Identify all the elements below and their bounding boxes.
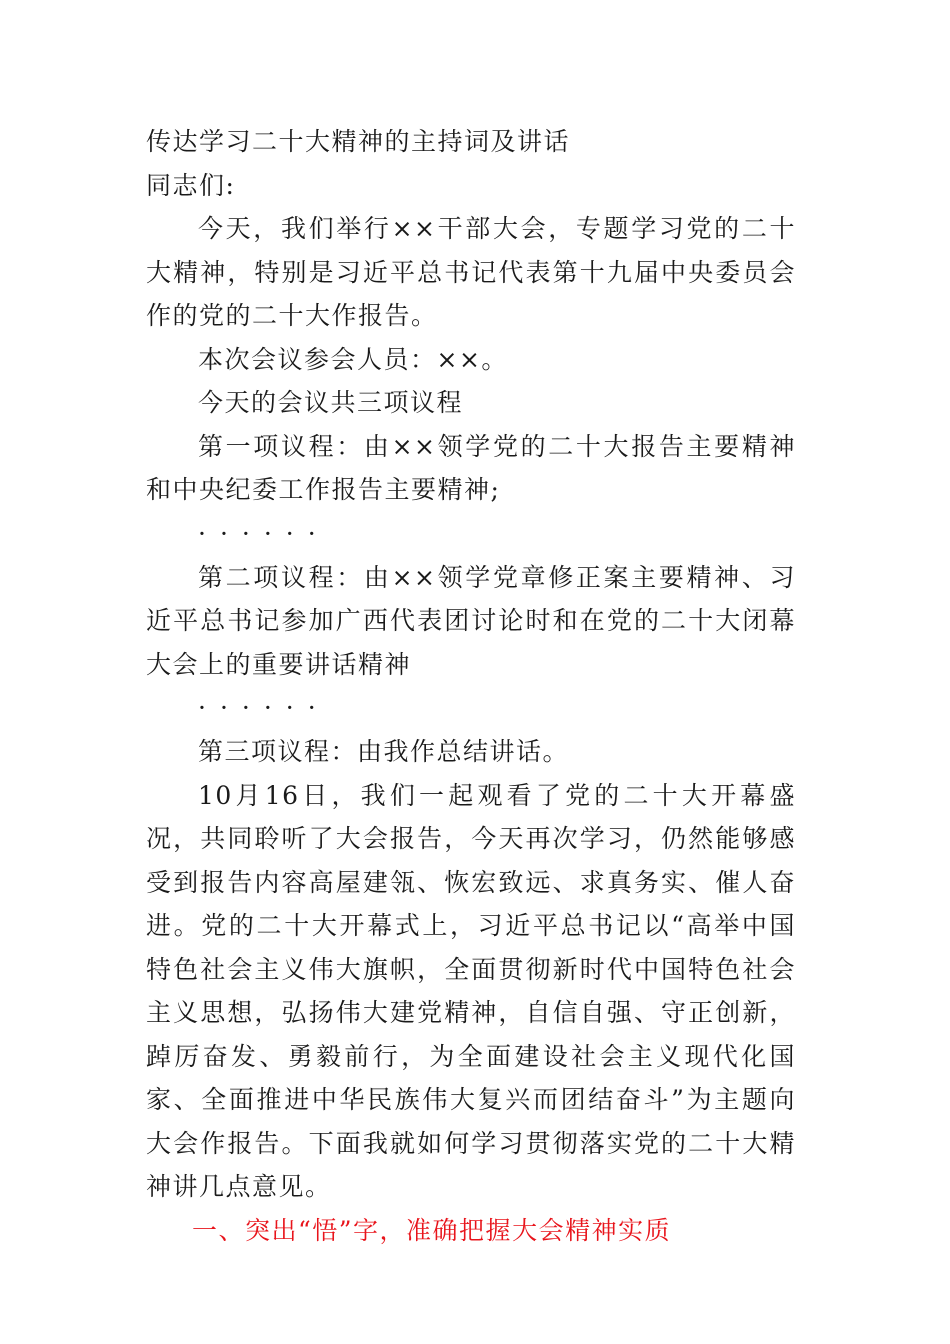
salutation: 同志们: [146,170,236,200]
paragraph-agenda-item-2: 第二项议程：由××领学党章修正案主要精神、习近平总书记参加广西代表团讨论时和在党的二十大闭幕大会上的重要讲话精神 [146,562,796,679]
paragraph-agenda-intro: 今天的会议共三项议程 [198,388,464,417]
ellipsis-2: ······ [198,693,330,722]
ellipsis-1: ······ [198,518,330,548]
paragraph-attendees: 本次会议参会人员：××。 [198,344,508,374]
paragraph-agenda-item-1: 第一项议程：由××领学党的二十大报告主要精神和中央纪委工作报告主要精神; [146,431,796,504]
paragraph-opening: 今天，我们举行××干部大会，专题学习党的二十大精神，特别是习近平总书记代表第十九届中央委员会作的党的二十大作报告。 [146,214,796,330]
paragraph-main-speech: 10月16日，我们一起观看了党的二十大开幕盛况，共同聆听了大会报告，今天再次学习，仍然能够感受到报告内容高屋建瓴、恢宏致远、求真务实、催人奋进。党的二十大开幕式上，习近平总书记以“高举中国特色社会主义伟大旗帜，全面贯彻新时代中国特色社会主义思想，弘扬伟大建党精神，自信自强、守正创新，踔厉奋发、勇毅前行，为全面建设社会主义现代化国家、全面推进中华民族伟大复兴而团结奋斗”为主题向大会作报告。下面我就如何学习贯彻落实党的二十大精神讲几点意见。 [146,780,796,1201]
paragraph-agenda-item-3: 第三项议程：由我作总结讲话。 [198,737,570,766]
document-title: 传达学习二十大精神的主持词及讲话 [146,127,571,156]
document-body [146,120,796,1252]
section-heading-1: 一、突出“悟”字，准确把握大会精神实质 [192,1215,672,1245]
